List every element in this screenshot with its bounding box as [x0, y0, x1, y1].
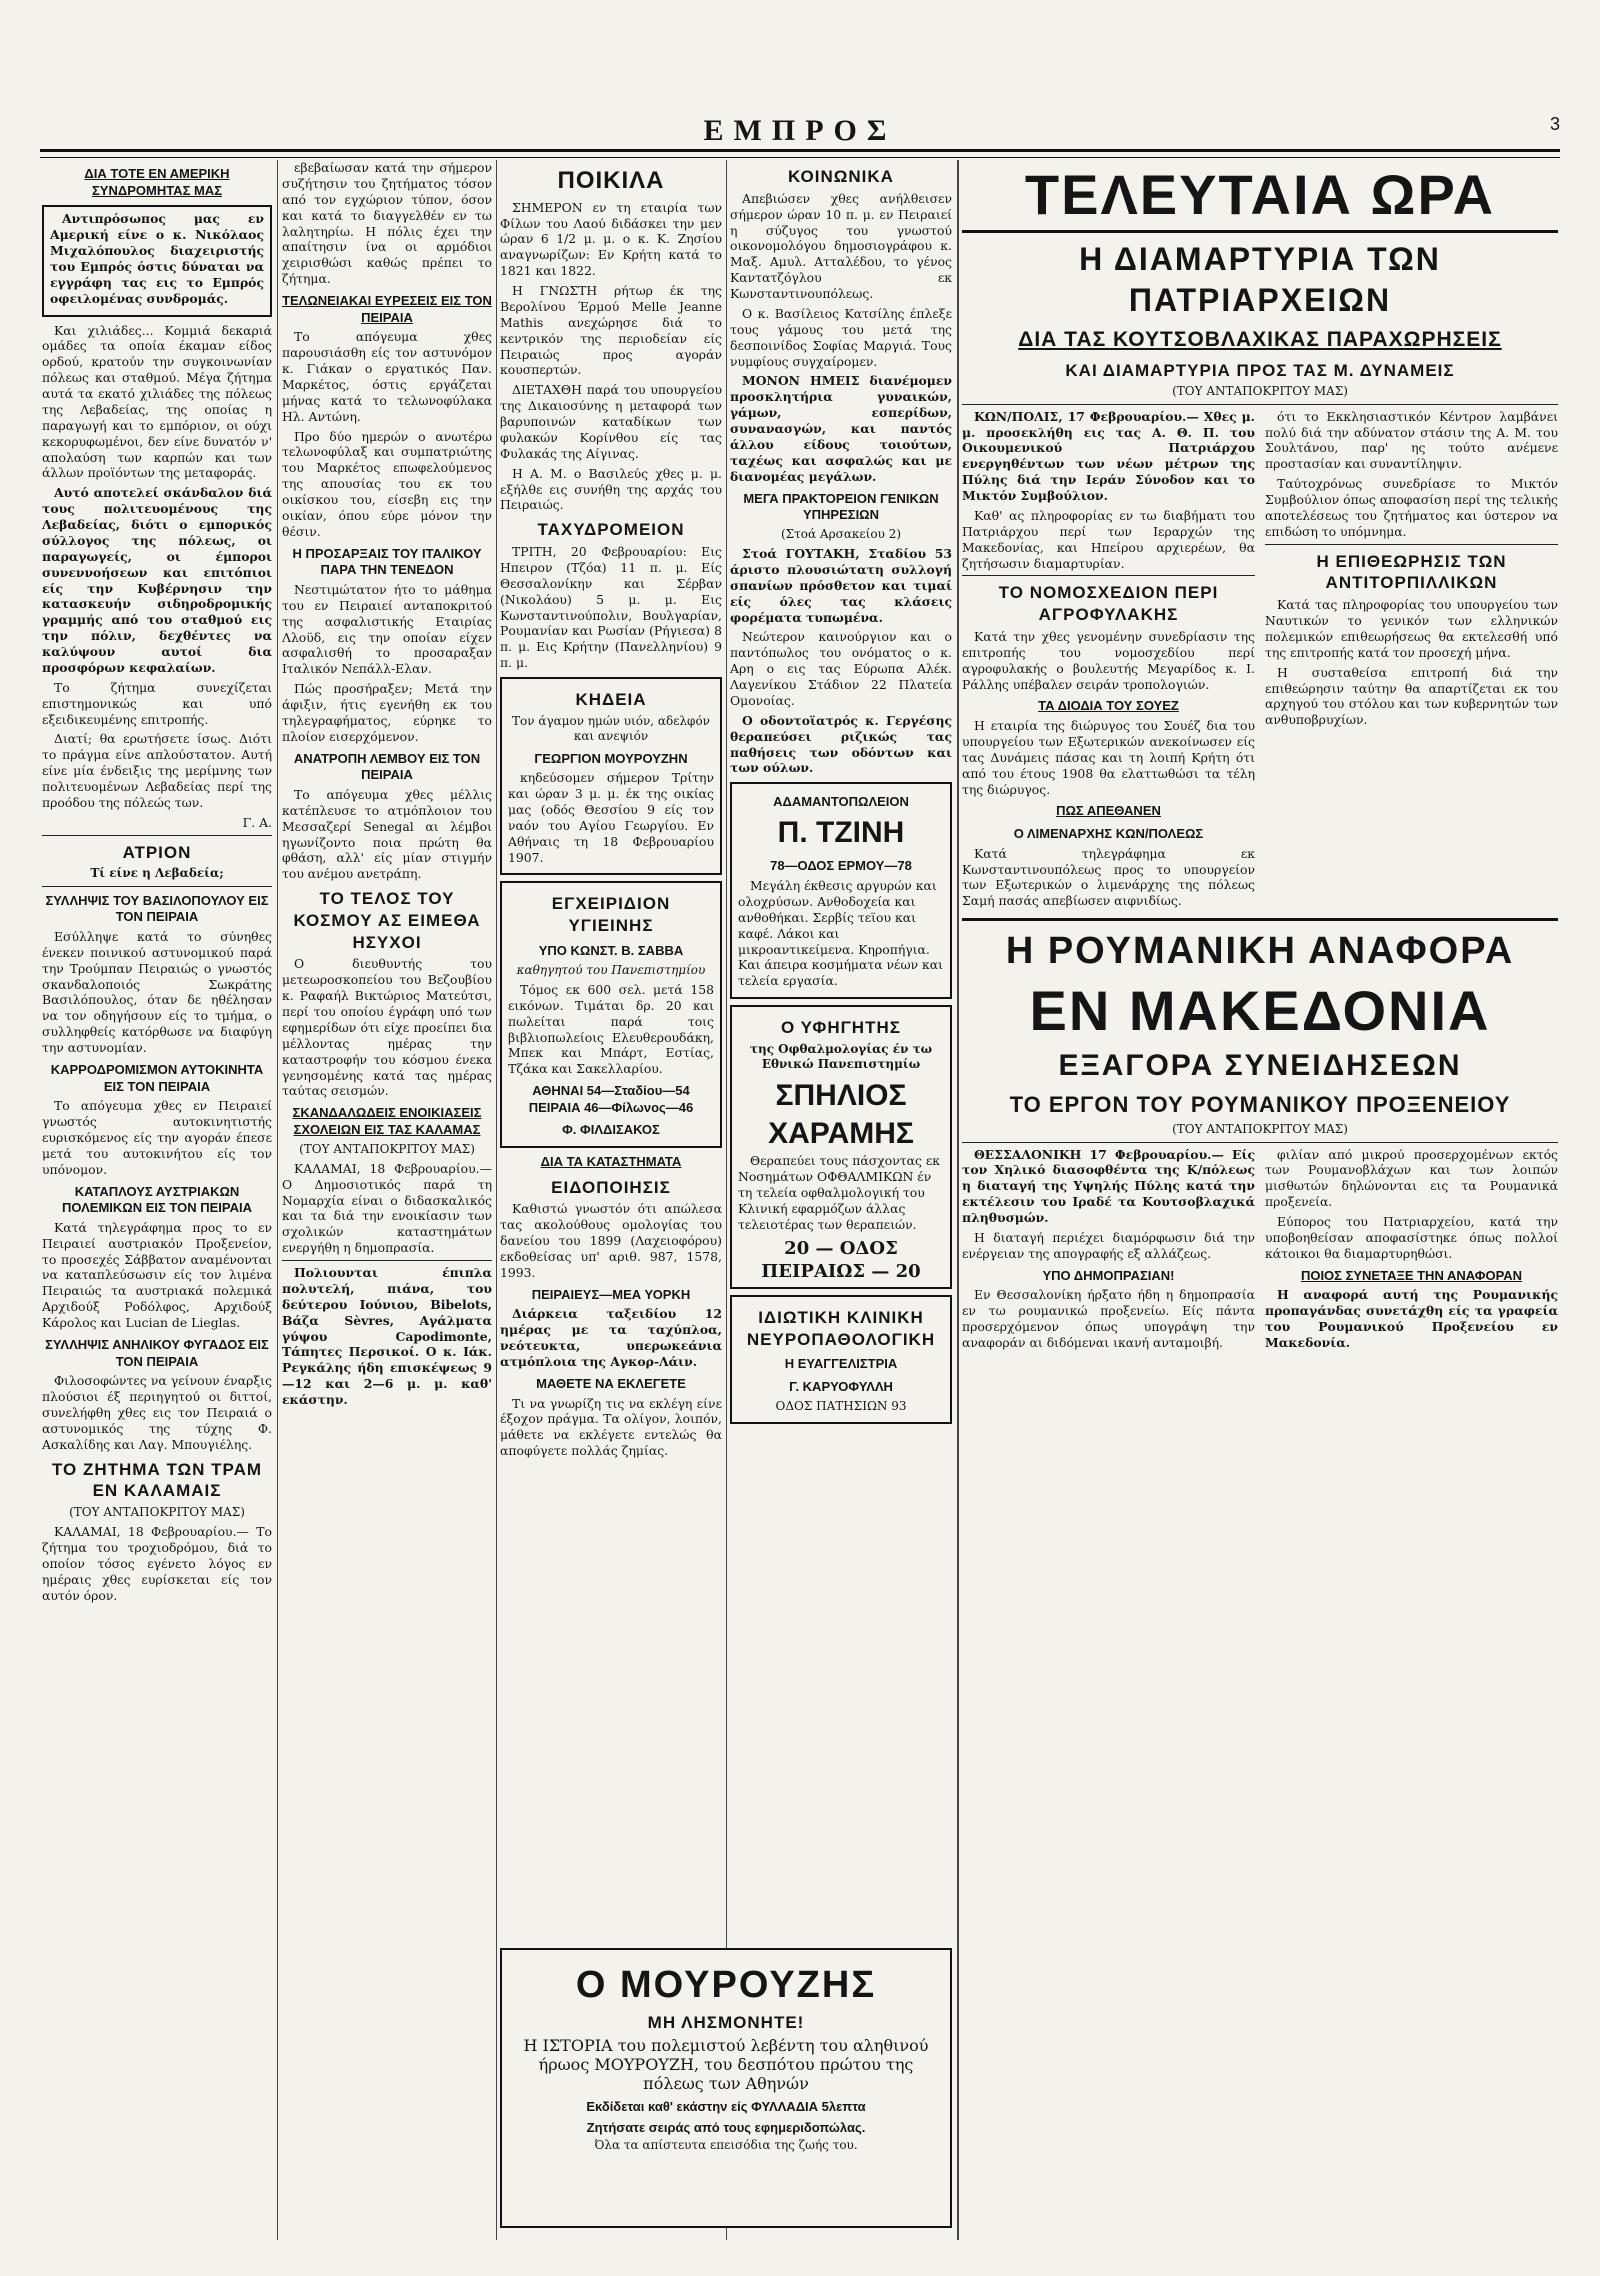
paragraph: Η συσταθείσα επιτροπή διά την επιθεώρησιν ταύτην θα απαρτίζεται εκ του αρχηγού του στόλου και των κυβερνητών των ανθυποβρυχίων.: [1265, 664, 1558, 728]
book-ad: [500, 881, 722, 1148]
paragraph: Διατί; θα ερωτήσετε ίσως. Διότι το πράγμα είνε απλούστατον. Αυτή είνε μία ένδειξις της μερίμνης των πολιτευομένων Λεβαδείας περί της προόδου της πόλεώς των.: [42, 731, 272, 810]
paragraph: κηδεύσομεν σήμερον Τρίτην και ώραν 3 μ. μ. έκ της οικίας μας (οδός Θεσσίου 9 είς τον ναόν του Αγίου Γεωργίου. Εν Αθήναις τη 18 Φεβρουαρίου 1907.: [508, 770, 714, 865]
paragraph: Ταύτοχρόνως συνεδρίασε το Μικτόν Συμβούλιον όπως αποφασίση περί της τελικής αποτελέσεως του ζητήματος και ύστερον να επιδώση το υπόμνημα.: [1265, 476, 1558, 539]
ad-title: Ο ΥΦΗΓΗΤΗΣ: [781, 1018, 901, 1038]
paragraph: Μεγάλη έκθεσις αργυρών και ολοχρύσων. Ανθοδοχεία και ανθοθήκαι. Σερβίς τεϊου και καφέ. Λάκοι και μικροαντικείμενα. Κηροπήγια. Και άπειρα κοσμήματα νέων και τελεία εργασία.: [738, 878, 944, 989]
divider: [962, 404, 1558, 405]
paragraph: Και χιλιάδες... Κομμιά δεκαριά ομάδες τα οποία έκαμαν είδος ορδού, κρατούν την συγκοινωνίαν πόλεως και σταθμού. Μέγα ζήτημα αυτά τα εκατό χιλιάδες της πόλεως της Λεβαδείας, της οποίας η παραγωγή και το εμπόριον, οι ούχι κεκορυφωμένοι, δεν είνε δυνατόν ν' απολαύση των καρπών και των άλλων προϊόντων της μεταφοράς.: [42, 322, 272, 481]
divider: [962, 1142, 1558, 1143]
headline: Ο ΛΙΜΕΝΑΡΧΗΣ ΚΩΝ/ΠΟΛΕΩΣ: [1013, 826, 1204, 842]
ad-author: ΥΠΟ ΚΩΝΣΤ. Β. ΣΑΒΒΑ: [538, 942, 684, 958]
deceased-name: ΓΕΩΡΓΙΟΝ ΜΟΥΡΟΥΖΗΝ: [534, 750, 688, 766]
paragraph: Απεβιώσεν χθες ανήλθεισεν σήμερον ώραν 10 π. μ. εν Πειραιεί η σύζυγος του γνωστού οικονομολόγου δημοσιογράφου κ. Μαξ. Αμυλ. Ατταλέδου, το γένος Καντατζόγλου εκ Κωνσταντινουπόλεως.: [730, 190, 952, 301]
headline: ΤΑ ΔΙΟΔΙΑ ΤΟΥ ΣΟΥΕΖ: [1038, 698, 1179, 714]
headline: ΤΟ ΕΡΓΟΝ ΤΟΥ ΡΟΥΜΑΝΙΚΟΥ ΠΡΟΞΕΝΕΙΟΥ: [1009, 1092, 1511, 1117]
paragraph: Τον άγαμον ημών υιόν, αδελφόν και ανεψιόν: [512, 713, 710, 744]
ad-line: Εκδίδεται καθ' εκάστην είς ΦΥΛΛΑΔΙΑ 5λεπτα: [586, 2099, 866, 2114]
headline: ΤΟ ΤΕΛΟΣ ΤΟΥ ΚΟΣΜΟΥ ΑΣ ΕΙΜΕΘΑ ΗΣΥΧΟΙ: [293, 889, 481, 952]
paragraph: Πολιουνται έπιπλα πολυτελή, πιάνα, του δεύτερου Ιούνιου, Bibelots, Βάζα Sèvres, Αγάλματα γύψου Capodimonte, Τάπητες Περσικοί. Ο κ. Ιάκ. Ρεγκάλης ήδη επισκέψεως 9—12 και 2—6 μ. μ. καθ' εκάστην.: [282, 1265, 492, 1408]
two-column-body: [962, 409, 1558, 914]
paragraph: Εσύλληψε κατά το σύνηθες ένεκεν ποινικού αστυνομικού παρά την Τρούμπαν Πειραιώς ο γνωστός σκανδαλοποιός Σωκράτης Βασιλόπουλος, όταν δε ηθέλησαν να τον οδηγήσουν είς το τμήμα, ο συλληφθείς κατόρθωσε να διαφύγη την αστυνομίαν.: [42, 928, 272, 1056]
newspaper-title: ΕΜΠΡΟΣ: [703, 114, 897, 147]
paragraph: Τόμος εκ 600 σελ. μετά 158 εικόνων. Τιμάται δρ. 20 και πωλείται παρά τοις βιβλιοπωλείοις Ελευθερουδάκη, Μπεκ και Μπάρτ, Εστίας, Τζάκα και Σακελλαρίου.: [508, 981, 714, 1077]
paragraph: Ο κ. Βασίλειος Κατσίλης έπλεξε τους γάμους του μετά της δεσποινίδος Σοφίας Μαργιά. Τους νυμφίους συγχαίρομεν.: [730, 305, 952, 369]
paragraph: ΔΙΕΤΑΧΘΗ παρά του υπουργείου της Δικαιοσύνης η μεταφορά των βαρυποινών καταδίκων των φυλακών Κορίνθου είς τας Φυλακάς της Αίγινας.: [500, 382, 722, 461]
ad-address: ΟΔΟΣ ΠΑΤΗΣΙΩΝ 93: [775, 1398, 907, 1413]
divider: [42, 835, 272, 836]
subcolumn-right: [1265, 1147, 1558, 1355]
ad-name: ΣΠΗΛΙΟΣ: [775, 1078, 907, 1112]
ad-name: Γ. ΚΑΡΥΟΦΥΛΛΗ: [789, 1378, 893, 1394]
byline: (ΤΟΥ ΑΝΤΑΠΟΚΡΙΤΟΥ ΜΑΣ): [1172, 384, 1348, 399]
paragraph: Τι να γνωρίζη τις να εκλέγη είνε έξοχον πράγμα. Τα ολίγον, λοιπόν, μάθετε να εκλέγετε εντελώς θα αποφύγετε πολλάς ζημίας.: [500, 1395, 722, 1459]
ad-name: Φ. ΦΙΛΔΙΣΑΚΟΣ: [562, 1122, 660, 1138]
ad-line: Όλα τα απίστευτα επεισόδια της ζωής του.: [594, 2138, 858, 2152]
divider: [962, 918, 1558, 921]
ad-title: ΕΓΧΕΙΡΙΔΙΟΝ ΥΓΙΕΙΝΗΣ: [551, 894, 671, 936]
headline: Η ΕΠΙΘΕΩΡΗΣΙΣ ΤΩΝ ΑΝΤΙΤΟΡΠΙΛΛΙΚΩΝ: [1316, 551, 1507, 593]
ad-line: Ζητήσατε σειράς από τους εφημεριδοπώλας.: [586, 2120, 866, 2135]
paragraph: ΚΑΛΑΜΑΙ, 18 Φεβρουαρίου.— Το ζήτημα του τροχιοδρόμου, διά το οποίον τόσος εγένετο λόγος εν ημέραις χθες ευρίσκεται είς τον αυτόν όρον.: [42, 1524, 272, 1603]
paragraph: Νεώτερον καινούργιον και ο παντόπωλος του ονόματος ο κ. Αρη ο εις τας Εύρωπα Αλέκ. Λαγενίκου Στάδιον 22 Πλατεία Ομονοίας.: [730, 629, 952, 708]
column-4: [730, 160, 952, 2240]
ad-subtitle: της Οφθαλμολογίας έν τω Εθνικώ Πανεπιστημίω: [749, 1041, 933, 1072]
ad-title: Ο ΜΟΥΡΟΥΖΗΣ: [575, 1964, 877, 2006]
headline: ΠΕΙΡΑΙΕΥΣ—ΜΕΑ ΥΟΡΚΗ: [531, 1286, 691, 1302]
paragraph: Προ δύο ημερών ο ανωτέρω τελωνοφύλαξ και συμπατριώτης του Μαρκέτος επωφελούμενος της απουσίας του εκ του οικίσκου του, είσεβη εις την οικίαν, όπου εύρε μόνον την θέσιν.: [282, 428, 492, 539]
headline: ΤΟ ΖΗΤΗΜΑ ΤΩΝ ΤΡΑΜ ΕΝ ΚΑΛΑΜΑΙΣ: [51, 1459, 263, 1501]
headline: ΥΠΟ ΔΗΜΟΠΡΑΣΙΑΝ!: [1042, 1267, 1175, 1283]
headline: ΔΙΑ ΤΑΣ ΚΟΥΤΣΟΒΛΑΧΙΚΑΣ ΠΑΡΑΧΩΡΗΣΕΙΣ: [1018, 327, 1502, 351]
clinic-ad: [730, 1295, 952, 1424]
paragraph: Το απόγευμα χθες παρουσιάσθη είς τον αστυνόμον κ. Γιάκαν ο εργατικός Παν. Μαρκέτος, όστις εργάζεται μήνας κατά το τελωνοφύλακα Ηλ. Αντώνη.: [282, 329, 492, 424]
paragraph: Πώς προσήραξεν; Μετά την άφιξιν, ήτις εγενήθη εκ του τηλεγραφήματος, εύρηκε το πλοίον εισερχόμενον.: [282, 681, 492, 744]
headline: ΔΙΑ ΤΑ ΚΑΤΑΣΤΗΜΑΤΑ: [540, 1154, 682, 1170]
paragraph: Διάρκεια ταξειδίου 12 ημέρας με τα ταχύπλοα, νεότευκτα, υπερωκεάνια ατμόπλοια της Αγκορ-Λάιν.: [500, 1306, 722, 1370]
paragraph: Αυτό αποτελεί σκάνδαλον διά τους πολιτευομένους της Λεβαδείας, διότι ο εμπορικός σύλλογος της πόλεως, οι παραγωγείς, οι έμποροι συνεννοήσεων και επιτόπιοι είς την Κυβέρνησιν την κατασκευήν σιδηροδρομικής γραμμής από του σταθμού εις την πόλιν, δεχθέντες να καλύψουν αυτοί δια προσφόρων κεφαλαίων.: [42, 485, 272, 675]
paragraph: ΤΡΙΤΗ, 20 Φεβρουαρίου: Εις Ηπειρον (Τζόα) 11 π. μ. Είς Θεσσαλονίκην και Σέρβαν (Νικολάου) 5 μ. μ. Εις Κωνσταντινούπολιν, Βουλγαρίαν, Ρουμανίαν και Ρωσίαν (Ρήγιεσα) 8 π. μ. Εις Κρήτην (Πανελληνίου) 9 π. μ.: [500, 544, 722, 671]
headline: ΜΑΘΕΤΕ ΝΑ ΕΚΛΕΓΕΤΕ: [536, 1375, 686, 1391]
signature: Γ. Α.: [242, 814, 272, 830]
ad-name: ΧΑΡΑΜΗΣ: [768, 1116, 914, 1150]
headline: ΜΕΓΑ ΠΡΑΚΤΟΡΕΙΟΝ ΓΕΝΙΚΩΝ ΥΠΗΡΕΣΙΩΝ: [743, 490, 939, 523]
headline: ΔΙΑ ΤΟΤΕ ΕΝ ΑΜΕΡΙΚΗ ΣΥΝΔΡΟΜΗΤΑΣ ΜΑΣ: [84, 166, 230, 198]
subtitle: Τί είνε η Λεβαδεία;: [90, 866, 224, 881]
ad-address: 20 — ΟΔΟΣ ΠΕΙΡΑΙΩΣ — 20: [761, 1237, 921, 1282]
paragraph: ΘΕΣΣΑΛΟΝΙΚΗ 17 Φεβρουαρίου.— Είς τον Χηλικό διασοφθέντα της Κ/πόλεως η διαταγή της Υψηλής Πύλης κατά την εκτέλεσιν του Ιραδέ τα Κουτσοβλαχικά πληθυσμών.: [962, 1146, 1255, 1226]
headline: ΤΟ ΝΟΜΟΣΧΕΔΙΟΝ ΠΕΡΙ ΑΓΡΟΦΥΛΑΚΗΣ: [998, 583, 1219, 625]
divider: [1265, 544, 1558, 545]
paragraph: ότι το Εκκλησιαστικόν Κέντρον λαμβάνει πολύ διά την αδύνατον στάσιν της Α. Μ. του Σουλτάνου, παρ' ης τούτο ανέμενε προστασίαν και συναντίληψιν.: [1265, 408, 1558, 472]
headline: ΠΩΣ ΑΠΕΘΑΝΕΝ: [1056, 803, 1161, 819]
section-title: ΤΕΛΕΥΤΑΙΑ ΩΡΑ: [1024, 163, 1496, 226]
paragraph: Το ζήτημα συνεχίζεται επιστημονικώς και υπό εξειδικευμένης επιτροπής.: [42, 679, 272, 727]
paragraph: Η ΙΣΤΟΡΙΑ του πολεμιστού λεβέντη του αληθινού ήρωος ΜΟΥΡΟΥΖΗ, του δεσπότου πρώτου της πόλεως των Αθηνών: [523, 2036, 929, 2093]
paragraph: Η αναφορά αυτή της Ρουμανικής προπαγάνδας συνετάχθη είς τα γραφεία του Ρουμανικού Προξενείου εν Μακεδονία.: [1265, 1287, 1558, 1350]
column-separator: [277, 160, 278, 2240]
paragraph: Στοά ΓΟΥΤΑΚΗ, Σταδίου 53 άριστο πλουσιώτατη συλλογή σπανίων πρόσθετον και τιμαί είς όλες τας κλάσεις φορέματα τυπωμένα.: [730, 546, 952, 625]
subcolumn-left: [962, 409, 1255, 914]
section-title: ΤΑΧΥΔΡΟΜΕΙΟΝ: [537, 520, 685, 540]
headline: Η ΔΙΑΜΑΡΤΥΡΙΑ ΤΩΝ ΠΑΤΡΙΑΡΧΕΙΩΝ: [1079, 240, 1441, 318]
paragraph: Φιλοσοφώντες να γείνουν έναρξις πλούσιοι έξ περιηγητού οι διττοί, συνελήφθη χθες εις τον Πειραιά ο αστυνομικός της τύχης Φ. Ασκαλίδης και Λαγ. Μπουγιέλης.: [42, 1373, 272, 1452]
paragraph: Η Α. Μ. ο Βασιλεύς χθες μ. μ. εξήλθε εις συνήθη της αρχάς του Πειραιώς.: [500, 465, 722, 513]
paragraph: φιλίαν από μικρού προσερχομένων εκτός των Ρουμανοβλάχων και των λοιπών μισθωτών δηλώνονται εις τα Ρουμανικά προξενεία.: [1265, 1146, 1558, 1210]
column-separator: [726, 160, 727, 2240]
paragraph: Κατά τηλεγράφημα εκ Κωνσταντινουπόλεως προς το υπουργείον των Εξωτερικών ο λιμενάρχης της πόλεως Σαμή πασάς απεβίωσεν αιφνιδίως.: [962, 845, 1255, 909]
headline: ΣΚΑΝΔΑΛΩΔΕΙΣ ΕΝΟΙΚΙΑΣΕΙΣ ΣΧΟΛΕΙΩΝ ΕΙΣ ΤΑΣ ΚΑΛΑΜΑΣ: [292, 1105, 482, 1137]
headline: ΑΝΑΤΡΟΠΗ ΛΕΜΒΟΥ ΕΙΣ ΤΟΝ ΠΕΙΡΑΙΑ: [293, 750, 481, 783]
paragraph: Θεραπεύει τους πάσχοντας εκ Νοσημάτων ΟΦΘΑΛΜΙΚΩΝ έν τη τελεία οφθαλμολογική του Κλινική εφαρμόζων άλλας τελειοτέρας των θεραπειών.: [738, 1153, 940, 1232]
headline: ΕΝ ΜΑΚΕΔΟΝΙΑ: [1029, 978, 1491, 1042]
paragraph: ΜΟΝΟΝ ΗΜΕΙΣ διανέμομεν προσκλητήρια γυναικών, γάμων, εσπερίδων, συνανασγών, και παντός άλλου είδους τοιούτων, ταχέως και ασφαλώς και με διανομέας μεγάλων.: [730, 373, 952, 484]
paragraph: Κατά την χθες γενομένην συνεδρίασιν της επιτροπής του νομοσχεδίου περί αγροφυλακής ο βουλευτής Μεγαρίδος κ. Ι. Ράλλης υπέβαλεν σειράν τροπολογιών.: [962, 628, 1255, 692]
column-1: [42, 160, 272, 2240]
headline: ΚΑΙ ΔΙΑΜΑΡΤΥΡΙΑ ΠΡΟΣ ΤΑΣ Μ. ΔΥΝΑΜΕΙΣ: [1065, 360, 1455, 380]
paragraph: ΚΩΝ/ΠΟΛΙΣ, 17 Φεβρουαρίου.— Χθες μ. μ. προσεκλήθη εις τας Α. Θ. Π. του Οικουμενικού Πατριάρχου ενεργηθέντων των νέων μέτρων της Πύλης διά την Ιεράν Σύνοδον και το Μικτόν Συμβούλιον.: [962, 408, 1255, 504]
ad-name: Η ΕΥΑΓΓΕΛΙΣΤΡΙΑ: [784, 1356, 898, 1372]
mourouzis-ad: [500, 1948, 952, 2228]
subcolumn-left: [962, 1147, 1255, 1355]
headline: Η ΠΡΟΣΑΡΞΑΙΣ ΤΟΥ ΙΤΑΛΙΚΟΥ ΠΑΡΑ ΤΗΝ ΤΕΝΕΔΟΝ: [292, 545, 482, 578]
byline: (ΤΟΥ ΑΝΤΑΠΟΚΡΙΤΟΥ ΜΑΣ): [299, 1141, 475, 1156]
paragraph: εβεβαίωσαν κατά την σήμερον συζήτησιν του ζητήματος τόσον από τον εγχώριον τύπον, όσον και κατά το διαγγελθέν εν τω λαλητηρίω. Η πόλις έχει την απαίτησιν ίνα οι αρμόδιοι χειρισθώσι καθώς πρέπει το ζήτημα.: [282, 160, 492, 287]
headline: ΚΑΡΡΟΔΡΟΜΙΣΜΟΝ ΑΥΤΟΚΙΝΗΤΑ ΕΙΣ ΤΟΝ ΠΕΙΡΑΙΑ: [50, 1061, 264, 1094]
ad-name: Π. ΤΖΙΝΗ: [777, 815, 905, 849]
ad-title: ΙΔΙΩΤΙΚΗ ΚΛΙΝΙΚΗ ΝΕΥΡΟΠΑΘΟΛΟΓΙΚΗ: [746, 1307, 936, 1349]
headline: ΚΑΤΑΠΛΟΥΣ ΑΥΣΤΡΙΑΚΩΝ ΠΟΛΕΜΙΚΩΝ ΕΙΣ ΤΟΝ ΠΕΙΡΑΙΑ: [61, 1183, 253, 1216]
divider: [42, 886, 272, 887]
headline: ΣΥΛΛΗΨΙΣ ΑΝΗΛΙΚΟΥ ΦΥΓΑΔΟΣ ΕΙΣ ΤΟΝ ΠΕΙΡΑΙΑ: [45, 1336, 269, 1369]
headline: Η ΡΟΥΜΑΝΙΚΗ ΑΝΑΦΟΡΑ: [1005, 930, 1515, 973]
paragraph: Ο οδοντοϊατρός κ. Γεργέσης θεραπεύσει ριζικώς τας παθήσεις των οδόντων και των ούλων.: [730, 712, 952, 776]
paragraph: Το απόγευμα χθες μέλλις κατέπλευσε το ατμόπλοιον του Μεσσαζερί Senegal αι λέμβοι ηγωνίζοντο ποια πρώτη θα φθάση, αλλ' είς μίαν στιγμήν του ανέμου ανετράπη.: [282, 786, 492, 882]
paragraph: Νεστιμώτατον ήτο το μάθημα του εν Πειραιεί ανταποκριτού της ασφαλιστικής Εταιρίας Λλοϋδ, εις την οποίαν είχεν ασφαλισθή το προσαραξαν Ιταλικόν Νεπάλλ-Ελαν.: [282, 581, 492, 677]
masthead-rule: [40, 149, 1560, 158]
ad-address: 78—ΟΔΟΣ ΕΡΜΟΥ—78: [770, 858, 912, 874]
headline: ΠΟΙΟΣ ΣΥΝΕΤΑΞΕ ΤΗΝ ΑΝΑΦΟΡΑΝ: [1300, 1267, 1523, 1283]
headline: ΕΙΔΟΠΟΙΗΣΙΣ: [551, 1177, 671, 1197]
section-title: ΑΤΡΙΟΝ: [122, 842, 192, 862]
column-3: [500, 160, 722, 2240]
paragraph: ΣΗΜΕΡΟΝ εν τη εταιρία των Φίλων του Λαού διδάσκει την μεν ώραν 6 1/2 μ. μ. ο κ. Κ. Ζησίου αναγνωρίζων: Εν Κρήτη κατά το 1821 και 1822.: [500, 199, 722, 279]
byline: (ΤΟΥ ΑΝΤΑΠΟΚΡΙΤΟΥ ΜΑΣ): [1172, 1122, 1348, 1137]
two-column-body: [962, 1147, 1558, 1355]
masthead: [40, 110, 1560, 158]
ad-address: ΑΘΗΝΑΙ 54—Σταδίου—54 ΠΕΙΡΑΙΑ 46—Φίλωνος—46: [528, 1083, 694, 1115]
byline: (ΤΟΥ ΑΝΤΑΠΟΚΡΙΤΟΥ ΜΑΣ): [69, 1505, 245, 1520]
paragraph: Καθιστώ γνωστόν ότι απώλεσα τας ακολούθους ομολογίας του δανείου του 1899 (Λαχειοφόρου) εκδοθείσας υπ' αριθ. 987, 1578, 1993.: [500, 1201, 722, 1280]
column-separator: [957, 160, 959, 2240]
notice-box: [42, 205, 272, 316]
paragraph: Το απόγευμα χθες εν Πειραιεί γνωστός αυτοκινητιστής ευρισκόμενος είς την αγοράν έπεσε μετά του αυτοκινήτου είς τον υπόνομον.: [42, 1098, 272, 1177]
paragraph: ΚΑΛΑΜΑΙ, 18 Φεβρουαρίου.— Ο Δημοσιοτικός παρά τη Νομαρχία είναι ο διδασκαλικός και τα διά την ενοικίασιν των σχολικών καταστημάτων ενεργήθη η δημοπρασία.: [282, 1160, 492, 1256]
headline: ΤΕΛΩΝΕΙΑΚΑΙ ΕΥΡΕΣΕΙΣ ΕΙΣ ΤΟΝ ΠΕΙΡΑΙΑ: [282, 293, 492, 325]
paragraph: Κατά τας πληροφορίας του υπουργείου των Ναυτικών το γενικόν των ελληνικών πολεμικών επιθεωρήσεως θα εκτελεσθή υπό της επιτροπής κατά τον προσεχή μήνα.: [1265, 597, 1558, 660]
divider: [282, 1260, 492, 1261]
paragraph: Η ΓΝΩΣΤΗ ρήτωρ έκ της Βερολίνου Έρμού Melle Jeanne Mathis ανεχώρησε διά το κεντρικόν της περιοδείαν είς Πειραιώς προς αγοράν κουσπερτών.: [500, 283, 722, 378]
headline: ΕΞΑΓΟΡΑ ΣΥΝΕΙΔΗΣΕΩΝ: [1058, 1048, 1462, 1082]
column-2: [282, 160, 492, 2240]
funeral-notice: [500, 677, 722, 875]
paragraph: Ο διευθυντής του μετεωροσκοπείου του Βεζουβίου κ. Ραφαήλ Βικτώριος Ματεύτσι, περί του οποίου έγράφη υπό των εφημερίδων ότι είχε προείπει δια μέλλοντας ημέρας την καταστροφήν του κόσμου ένεκα γενησομένης κατά τας ημέρας ταύτας σεισμών.: [282, 956, 492, 1099]
divider: [962, 575, 1255, 576]
paragraph: Καθ' ας πληροφορίας εν τω διαβήματι του Πατριάρχου περί των Ιεραρχών της Μακεδονίας, και Ηπείρου αρχιερέων, θα ζητήσωσιν διαμαρτυρίαν.: [962, 507, 1255, 571]
subcolumn-right: [1265, 409, 1558, 914]
paragraph: Η εταιρία της διώρυγος του Σουέζ δια του υπουργείου των Εξωτερικών ανεκοίνωσεν είς τας Δυνάμεις πάσας και τη λοιπή Κρήτη ότι από του έτους 1908 θα ελαττωθώσι τα τέλη της διώρυγος.: [962, 718, 1255, 797]
jeweler-ad: [730, 782, 952, 999]
paragraph: Κατά τηλεγράφημα προς το εν Πειραιεί αυστριακόν Προξενείον, το προσεχές Σάββατον αναμένονται να καταπλεύσωσιν είς τον λιμένα Πειραιώς τα αυστριακά πολεμικά Αρχιδούξ Ροδόλφος, Αρχιδούξ Κάρολος και Lucian de Lieglas.: [42, 1219, 272, 1331]
corner-mark: 3: [1549, 114, 1560, 134]
paragraph: Εύπορος του Πατριαρχείου, κατά την υποβοηθείσαν αποφασίστηκε όπως πολλοί κάτοικοι θα διαμαρτυρηθώσι.: [1265, 1214, 1558, 1261]
column-separator: [496, 160, 497, 2240]
divider: [962, 230, 1558, 233]
paragraph: Η διαταγή περιέχει διαμόρφωσιν διά την ενέργειαν της απογραφής εξ αλλάζεως.: [962, 1229, 1255, 1261]
section-title: ΚΗΔΕΙΑ: [575, 690, 647, 710]
doctor-ad: [730, 1005, 952, 1289]
subtitle: (Στοά Αρσακείου 2): [780, 526, 902, 541]
section-title: ΚΟΙΝΩΝΙΚΑ: [788, 167, 894, 186]
paragraph: Αντιπρόσωπος μας εν Αμερική είνε ο κ. Νικόλαος Μιχαλόπουλος διαχειριστής του Εμπρός όστις δύναται να εγγράφη τας εις το Εμπρός οφειλομένας συνδρομάς.: [50, 211, 264, 306]
ad-slogan: ΜΗ ΛΗΣΜΟΝΗΤΕ!: [647, 2013, 805, 2032]
paragraph: Εν Θεσσαλονίκη ήρξατο ήδη η δημοπρασία εν τω ρουμανικώ προξενείω. Είς πάντα προσερχόμενον όπως υπογράψη την αναφοράν αι διδόμεναι ικανή ανταμοιβή.: [962, 1287, 1255, 1350]
column-5: [962, 160, 1558, 2240]
ad-title: ΑΔΑΜΑΝΤΟΠΩΛΕΙΟΝ: [773, 794, 909, 810]
ad-author-title: καθηγητού του Πανεπιστημίου: [516, 962, 706, 977]
headline: ΣΥΛΛΗΨΙΣ ΤΟΥ ΒΑΣΙΛΟΠΟΥΛΟΥ ΕΙΣ ΤΟΝ ΠΕΙΡΑΙΑ: [45, 892, 269, 925]
section-title: ΠΟΙΚΙΛΑ: [557, 167, 665, 194]
